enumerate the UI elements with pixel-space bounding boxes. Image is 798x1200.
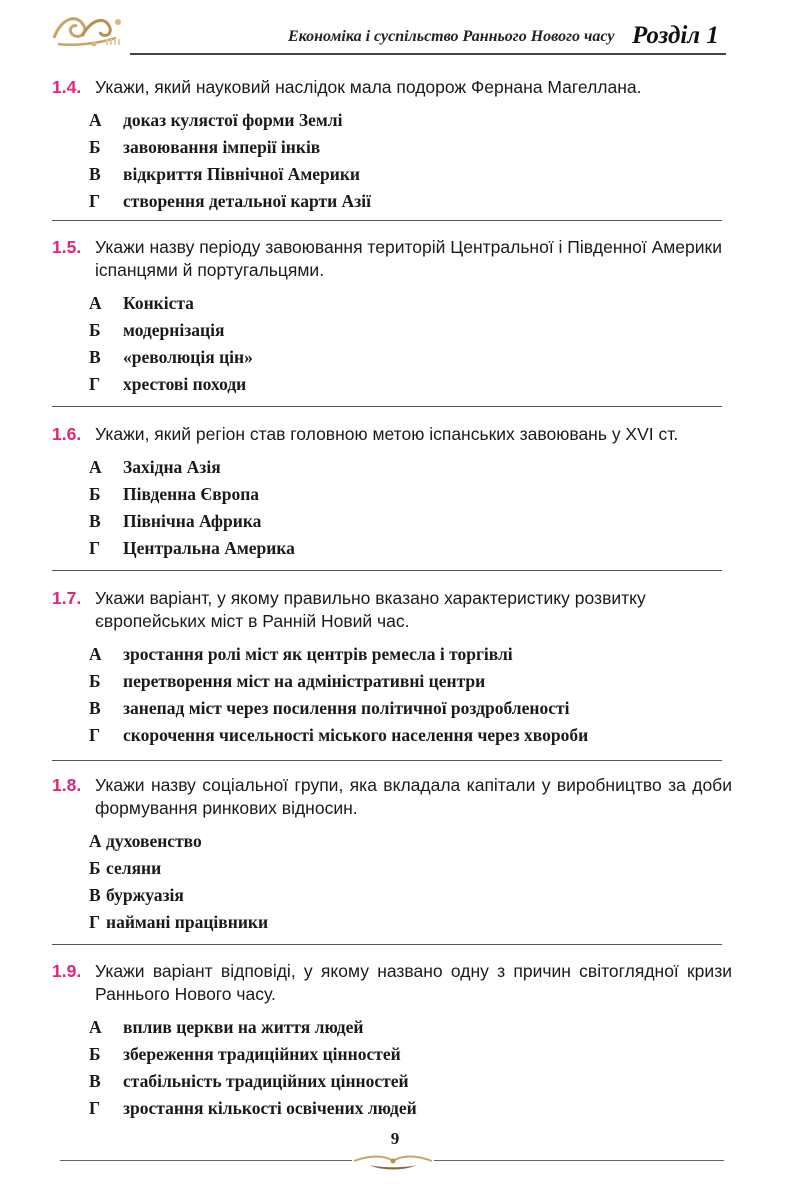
option-text: Північна Африка xyxy=(123,511,262,531)
option-letter: А xyxy=(89,293,102,313)
question-separator xyxy=(52,760,722,761)
question-1-6 xyxy=(52,423,732,562)
answer-option xyxy=(52,344,732,371)
answer-option: Г наймані працівники xyxy=(89,912,269,932)
option-text: селяни xyxy=(106,858,162,878)
option-text: зростання ролі міст як центрів ремесла і торгівлі xyxy=(123,644,513,664)
option-text: відкриття Північної Америки xyxy=(123,164,360,184)
question-1-9 xyxy=(52,960,732,1122)
option-letter: Б xyxy=(89,320,101,340)
answer-option: А духовенство xyxy=(89,831,202,851)
answer-option xyxy=(52,1068,732,1095)
option-letter: В xyxy=(89,698,101,718)
option-letter: Г xyxy=(89,191,101,211)
answer-option xyxy=(52,317,732,344)
answer-option xyxy=(52,1095,732,1122)
footer-rule-left xyxy=(60,1160,352,1161)
option-letter: В xyxy=(89,347,101,367)
option-text: наймані працівники xyxy=(106,912,269,932)
option-letter: Б xyxy=(89,1044,101,1064)
option-text: Південна Європа xyxy=(123,484,260,504)
answer-option xyxy=(52,481,732,508)
answer-option: В буржуазія xyxy=(89,885,184,905)
question-separator xyxy=(52,944,722,945)
option-letter: В xyxy=(89,1071,101,1091)
page-footer xyxy=(0,1125,798,1185)
question-number: 1.9. xyxy=(52,961,82,981)
option-letter: Б xyxy=(89,137,101,157)
question-1-4 xyxy=(52,76,732,215)
question-number: 1.6. xyxy=(52,424,82,444)
question-separator xyxy=(52,570,722,571)
answer-option xyxy=(52,641,732,668)
option-text: занепад міст через посилення політичної роздробленості xyxy=(123,698,570,718)
option-text: зростання кількості освічених людей xyxy=(123,1098,417,1118)
question-text: Укажи назву періоду завоювання територій Центральної і Південної Америки іспанцями й португальцями. xyxy=(95,237,722,280)
answer-option xyxy=(52,695,732,722)
section-title: Розділ 1 xyxy=(632,22,719,49)
option-letter: В xyxy=(89,164,101,184)
option-text: Західна Азія xyxy=(123,457,221,477)
option-text: доказ кулястої форми Землі xyxy=(123,110,343,130)
answer-option xyxy=(52,290,732,317)
answer-options xyxy=(52,290,732,398)
answer-options xyxy=(52,107,732,215)
option-letter: Г xyxy=(89,374,101,394)
question-1-5 xyxy=(52,236,732,398)
option-letter: А xyxy=(89,644,102,664)
footer-rule-right xyxy=(434,1160,724,1161)
option-text: «революція цін» xyxy=(123,347,253,367)
option-text: Центральна Америка xyxy=(123,538,295,558)
option-letter: Г xyxy=(89,1098,101,1118)
option-letter: В xyxy=(89,511,101,531)
option-text: буржуазія xyxy=(106,885,184,905)
answer-option xyxy=(52,371,732,398)
answer-option xyxy=(52,188,732,215)
option-text: вплив церкви на життя людей xyxy=(123,1017,364,1037)
option-letter: Г xyxy=(89,538,101,558)
question-separator xyxy=(52,220,722,221)
floral-ornament-icon xyxy=(48,8,128,52)
answer-option xyxy=(52,107,732,134)
question-number: 1.7. xyxy=(52,588,82,608)
question-text: Укажи варіант відповіді, у якому названо одну з причин світоглядної кризи Раннього Нового часу. xyxy=(95,961,732,1004)
answer-options xyxy=(52,454,732,562)
header-rule xyxy=(130,53,726,55)
answer-options xyxy=(52,641,732,749)
answer-option xyxy=(52,161,732,188)
option-text: модернізація xyxy=(123,320,225,340)
question-number: 1.4. xyxy=(52,77,82,97)
option-letter: Б xyxy=(89,671,101,691)
answer-option: Б селяни xyxy=(89,858,162,878)
option-text: Конкіста xyxy=(123,293,194,313)
page-header xyxy=(0,0,798,60)
option-text: збереження традиційних цінностей xyxy=(123,1044,401,1064)
answer-option xyxy=(52,1014,732,1041)
question-number: 1.8. xyxy=(52,775,82,795)
answer-options xyxy=(52,828,732,936)
answer-option xyxy=(52,1041,732,1068)
question-text: Укажи назву соціальної групи, яка вкладала капітали у виробництво за доби формування ринкових відносин. xyxy=(95,775,732,818)
question-number: 1.5. xyxy=(52,237,82,257)
question-text: Укажи, який регіон став головною метою іспанських завоювань у XVI ст. xyxy=(95,424,679,444)
option-text: духовенство xyxy=(106,831,202,851)
option-letter: Г xyxy=(89,725,101,745)
option-letter: А xyxy=(89,457,102,477)
footer-ornament-icon xyxy=(350,1151,436,1173)
answer-option xyxy=(52,454,732,481)
option-letter: А xyxy=(89,1017,102,1037)
answer-option xyxy=(52,722,732,749)
option-text: скорочення чисельності міського населення через хвороби xyxy=(123,725,589,745)
option-text: перетворення міст на адміністративні центри xyxy=(123,671,486,691)
option-text: створення детальної карти Азії xyxy=(123,191,371,211)
question-separator xyxy=(52,406,722,407)
question-text: Укажи варіант, у якому правильно вказано характеристику розвитку європейських міст в Ранній Новий час. xyxy=(95,588,646,631)
option-letter: Б xyxy=(89,484,101,504)
option-text: стабільність традиційних цінностей xyxy=(123,1071,409,1091)
question-1-8 xyxy=(52,774,732,936)
answer-option xyxy=(52,134,732,161)
option-letter: А xyxy=(89,110,102,130)
question-text: Укажи, який науковий наслідок мала подорож Фернана Магеллана. xyxy=(95,77,642,97)
option-text: хрестові походи xyxy=(123,374,247,394)
answer-option xyxy=(52,668,732,695)
answer-options xyxy=(52,1014,732,1122)
page-number: 9 xyxy=(390,1129,400,1148)
option-text: завоювання імперії інків xyxy=(123,137,321,157)
running-head: Економіка і суспільство Раннього Нового часу xyxy=(288,28,615,45)
question-1-7 xyxy=(52,587,732,749)
answer-option xyxy=(52,508,732,535)
answer-option xyxy=(52,535,732,562)
